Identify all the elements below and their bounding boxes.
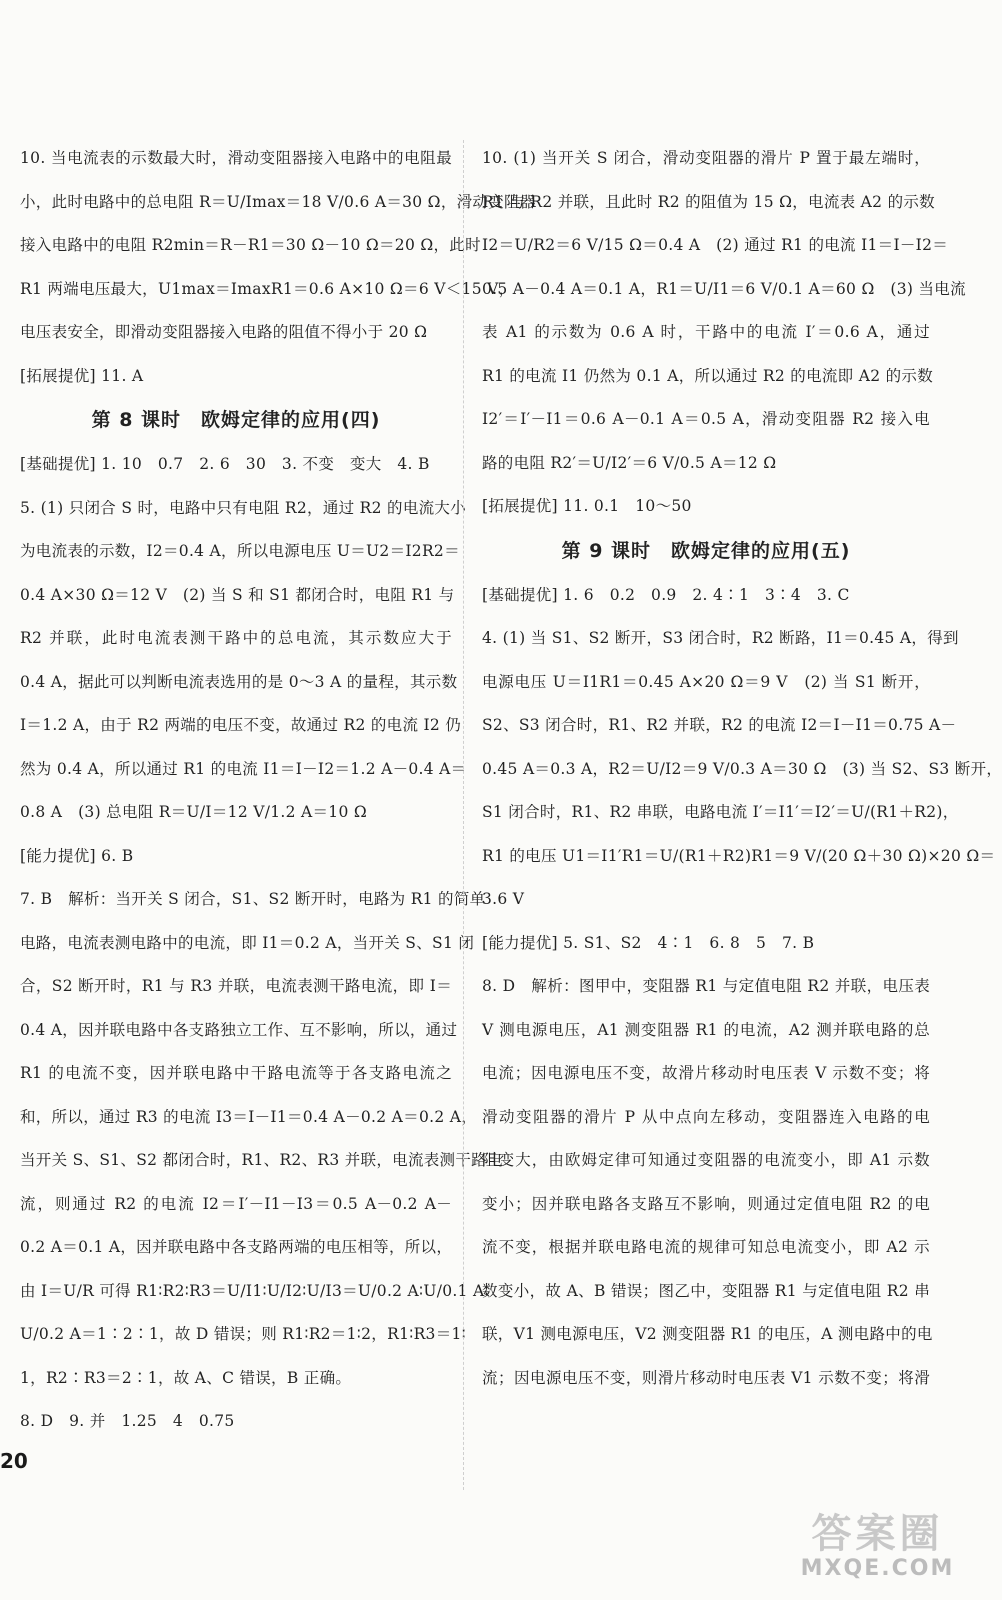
watermark-logo: [770, 1502, 985, 1592]
text-line: 流；因电源电压不变，则滑片移动时电压表 V1 示数不变；将滑: [482, 1368, 930, 1387]
text-line: 阻变大，由欧姆定律可知通过变阻器的电流变小，即 A1 示数: [482, 1151, 930, 1169]
text-line: U/0.2 A＝1∶2∶1，故 D 错误；则 R1∶R2＝1∶2，R1∶R3＝1∶: [20, 1325, 466, 1343]
section-title: 第 9 课时 欧姆定律的应用(五): [561, 539, 851, 562]
text-line: I＝1.2 A，由于 R2 两端的电压不变，故通过 R2 的电流 I2 仍: [20, 716, 462, 734]
text-line: 0.8 A (3) 总电阻 R＝U/I＝12 V/1.2 A＝10 Ω: [20, 803, 367, 821]
text-line: 变小；因并联电路各支路互不影响，则通过定值电阻 R2 的电: [482, 1194, 930, 1213]
text-line: [能力提优] 5. S1、S2 4∶1 6. 8 5 7. B: [482, 933, 815, 952]
text-line: R1 的电流 I1 仍然为 0.1 A，所以通过 R2 的电流即 A2 的示数: [482, 366, 933, 385]
text-line: 然为 0.4 A，所以通过 R1 的电流 I1＝I－I2＝1.2 A－0.4 A＝: [20, 759, 467, 778]
text-line: 电源电压 U＝I1R1＝0.45 A×20 Ω＝9 V (2) 当 S1 断开，: [482, 672, 930, 691]
text-line: 表 A1 的示数为 0.6 A 时，干路中的电流 I′＝0.6 A，通过: [482, 323, 930, 341]
text-line: R1 的电压 U1＝I1′R1＝U/(R1＋R2)R1＝9 V/(20 Ω＋30 Ω)×20 Ω＝: [482, 846, 996, 865]
text-line: 接入电路中的电阻 R2min＝R－R1＝30 Ω－10 Ω＝20 Ω，此时: [20, 236, 481, 254]
text-line: R2 并联，此时电流表测干路中的总电流，其示数应大于: [20, 629, 452, 647]
text-line: 流不变，根据并联电路电流的规律可知总电流变小，即 A2 示: [482, 1238, 930, 1256]
page-number: 20: [0, 1449, 28, 1473]
text-line: 8. D 9. 并 1.25 4 0.75: [20, 1412, 235, 1430]
text-line: I2′＝I′－I1＝0.6 A－0.1 A＝0.5 A，滑动变阻器 R2 接入电: [482, 410, 930, 428]
text-line: 流，则通过 R2 的电流 I2＝I′－I1－I3＝0.5 A－0.2 A－: [20, 1194, 452, 1213]
text-line: 当开关 S、S1、S2 都闭合时，R1、R2、R3 并联，电流表测干路电: [20, 1151, 503, 1169]
text-line: 3.6 V: [482, 890, 525, 908]
text-line: R1 两端电压最大，U1max＝ImaxR1＝0.6 A×10 Ω＝6 V＜15 V，: [20, 279, 515, 298]
text-line: 8. D 解析：图甲中，变阻器 R1 与定值电阻 R2 并联，电压表: [482, 977, 930, 995]
text-line: S1 闭合时，R1、R2 串联，电路电流 I′＝I1′＝I2′＝U/(R1＋R2)，: [482, 803, 959, 821]
watermark-url: MXQE.COM: [800, 1556, 955, 1581]
watermark-text: 答案圈: [811, 1511, 944, 1557]
text-line: 5. (1) 只闭合 S 时，电路中只有电阻 R2，通过 R2 的电流大小: [20, 498, 467, 517]
text-line: [拓展提优] 11. 0.1 10～50: [482, 497, 692, 515]
text-line: 10. (1) 当开关 S 闭合，滑动变阻器的滑片 P 置于最左端时，: [482, 149, 930, 167]
text-line: 0.4 A，据此可以判断电流表选用的是 0～3 A 的量程，其示数: [20, 672, 458, 691]
text-line: 0.2 A＝0.1 A，因并联电路中各支路两端的电压相等，所以，: [20, 1238, 453, 1256]
text-line: [拓展提优] 11. A: [20, 366, 144, 385]
section-title: 第 8 课时 欧姆定律的应用(四): [91, 409, 381, 431]
text-line: 0.45 A＝0.3 A，R2＝U/I2＝9 V/0.3 A＝30 Ω (3) 当 S2、S3 断开，: [482, 759, 1002, 778]
text-line: 0.4 A，因并联电路中各支路独立工作、互不影响，所以，通过: [20, 1020, 458, 1039]
text-line: 0.5 A－0.4 A＝0.1 A，R1＝U/I1＝6 V/0.1 A＝60 Ω (3) 当电流: [482, 279, 966, 298]
text-line: [基础提优] 1. 6 0.2 0.9 2. 4∶1 3∶4 3. C: [482, 585, 850, 604]
text-line: 和，所以，通过 R3 的电流 I3＝I－I1＝0.4 A－0.2 A＝0.2 A，: [20, 1107, 478, 1126]
text-line: [基础提优] 1. 10 0.7 2. 6 30 3. 不变 变大 4. B: [20, 455, 430, 473]
text-line: 联，V1 测电源电压，V2 测变阻器 R1 的电压，A 测电路中的电: [482, 1325, 933, 1343]
text-line: 7. B 解析：当开关 S 闭合，S1、S2 断开时，电路为 R1 的简单: [20, 890, 486, 908]
text-line: R1 的电流不变，因并联电路中干路电流等于各支路电流之: [20, 1064, 452, 1082]
text-line: 滑动变阻器的滑片 P 从中点向左移动，变阻器连入电路的电: [482, 1107, 930, 1126]
text-line: 电压表安全，即滑动变阻器接入电路的阻值不得小于 20 Ω: [20, 323, 428, 341]
column-divider: [463, 140, 464, 1490]
text-line: 1，R2∶R3＝2∶1，故 A、C 错误，B 正确。: [20, 1368, 352, 1387]
text-line: 10. 当电流表的示数最大时，滑动变阻器接入电路中的电阻最: [20, 149, 452, 167]
text-line: 路的电阻 R2′＝U/I2′＝6 V/0.5 A＝12 Ω: [482, 453, 777, 472]
text-line: S2、S3 闭合时，R1、R2 并联，R2 的电流 I2＝I－I1＝0.75 A－: [482, 716, 957, 734]
text-line: 4. (1) 当 S1、S2 断开，S3 闭合时，R2 断路，I1＝0.45 A，得到: [482, 629, 959, 647]
text-line: 数变小，故 A、B 错误；图乙中，变阻器 R1 与定值电阻 R2 串: [482, 1281, 930, 1300]
text-line: 0.4 A×30 Ω＝12 V (2) 当 S 和 S1 都闭合时，电阻 R1 与: [20, 585, 455, 604]
text-line: 合，S2 断开时，R1 与 R3 并联，电流表测干路电流，即 I＝: [20, 977, 452, 995]
text-line: 由 I＝U/R 可得 R1∶R2∶R3＝U/I1∶U/I2∶U/I3＝U/0.2 A∶U/0.1 A∶: [20, 1281, 489, 1300]
text-line: 电流；因电源电压不变，故滑片移动时电压表 V 示数不变；将: [482, 1064, 930, 1082]
text-line: 小，此时电路中的总电阻 R＝U/Imax＝18 V/0.6 A＝30 Ω，滑动变阻器: [20, 192, 536, 211]
text-line: [能力提优] 6. B: [20, 846, 134, 865]
text-line: I2＝U/R2＝6 V/15 Ω＝0.4 A (2) 通过 R1 的电流 I1＝I－I2＝: [482, 236, 949, 254]
text-line: R1 与 R2 并联，且此时 R2 的阻值为 15 Ω，电流表 A2 的示数: [482, 192, 935, 211]
right-column: [482, 137, 1002, 1400]
text-line: 为电流表的示数，I2＝0.4 A，所以电源电压 U＝U2＝I2R2＝: [20, 542, 460, 560]
text-line: V 测电源电压，A1 测变阻器 R1 的电流，A2 测并联电路的总: [482, 1020, 930, 1039]
text-line: 电路，电流表测电路中的电流，即 I1＝0.2 A，当开关 S、S1 闭: [20, 933, 475, 952]
